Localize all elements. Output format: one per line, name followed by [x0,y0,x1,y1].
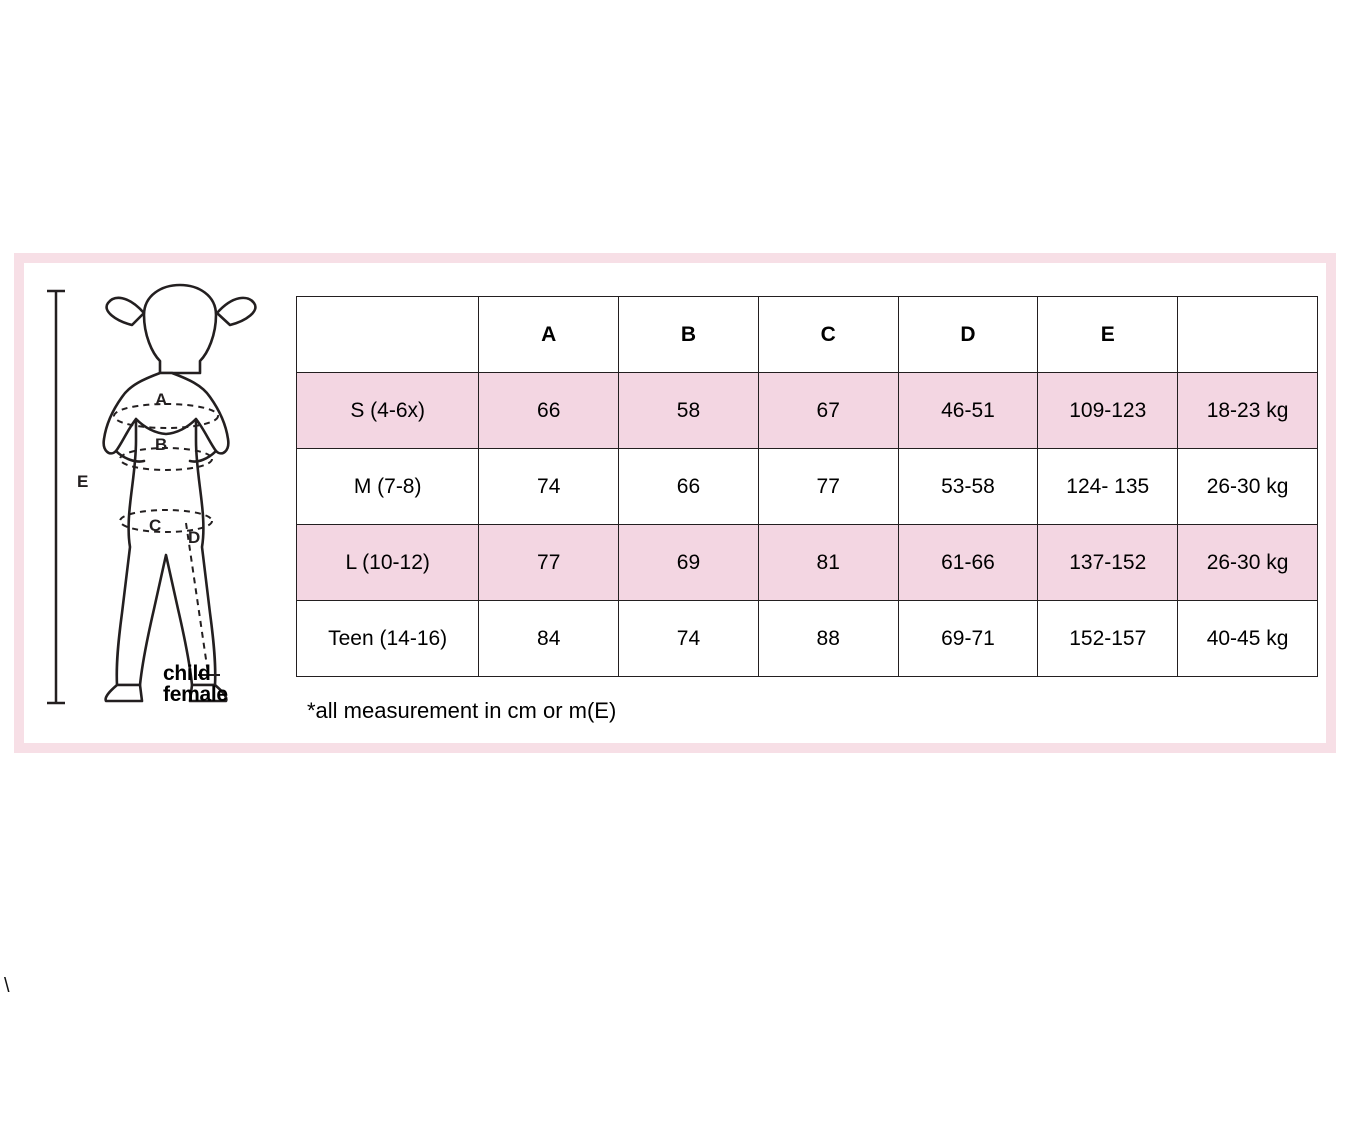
head [144,285,216,373]
header-cell-c: C [758,297,898,373]
figure-label-d: D [188,528,201,547]
header-cell-e: E [1038,297,1178,373]
figure-caption-line2: female [163,683,228,706]
header-cell-a: A [479,297,619,373]
figure-illustration [32,273,297,723]
figure-caption-line1: child [163,662,211,685]
cell-l-b: 69 [619,525,759,601]
figure-caption [163,663,228,705]
header-cell-blank-left [297,297,479,373]
cell-l-weight: 26-30 kg [1178,525,1318,601]
cell-m-b: 66 [619,449,759,525]
cell-s-weight: 18-23 kg [1178,373,1318,449]
table-header-row [297,297,1318,373]
table-row [297,601,1318,677]
row-label-l: L (10-12) [297,525,479,601]
cell-s-b: 58 [619,373,759,449]
size-chart-panel [14,253,1336,753]
header-cell-b: B [619,297,759,373]
row-label-s: S (4-6x) [297,373,479,449]
row-label-m: M (7-8) [297,449,479,525]
table-row [297,373,1318,449]
cell-l-a: 77 [479,525,619,601]
body [104,373,229,685]
figure-label-e: E [77,472,89,491]
cell-teen-e: 152-157 [1038,601,1178,677]
cell-m-weight: 26-30 kg [1178,449,1318,525]
cell-m-d: 53-58 [898,449,1038,525]
hair-right [217,298,255,325]
cell-s-d: 46-51 [898,373,1038,449]
cell-l-c: 81 [758,525,898,601]
cell-l-d: 61-66 [898,525,1038,601]
hair-left [107,298,144,325]
cell-teen-d: 69-71 [898,601,1038,677]
size-table-wrap [296,296,1318,677]
figure-label-b: B [155,435,168,454]
cell-m-a: 74 [479,449,619,525]
cell-m-e: 124- 135 [1038,449,1178,525]
cell-teen-b: 74 [619,601,759,677]
cell-teen-a: 84 [479,601,619,677]
cell-teen-weight: 40-45 kg [1178,601,1318,677]
cell-l-e: 137-152 [1038,525,1178,601]
table-row [297,449,1318,525]
foot-left [106,685,142,701]
header-cell-d: D [898,297,1038,373]
size-table [296,296,1318,677]
cell-m-c: 77 [758,449,898,525]
header-cell-blank-right [1178,297,1318,373]
cell-teen-c: 88 [758,601,898,677]
figure-label-a: A [155,390,168,409]
figure-label-c: C [149,516,162,535]
cell-s-c: 67 [758,373,898,449]
table-row [297,525,1318,601]
row-label-teen: Teen (14-16) [297,601,479,677]
measurement-footnote: *all measurement in cm or m(E) [307,698,617,723]
height-arrow-icon [47,291,65,703]
stray-mark: \ [4,975,10,997]
cell-s-a: 66 [479,373,619,449]
cell-s-e: 109-123 [1038,373,1178,449]
child-female-figure [32,273,297,723]
